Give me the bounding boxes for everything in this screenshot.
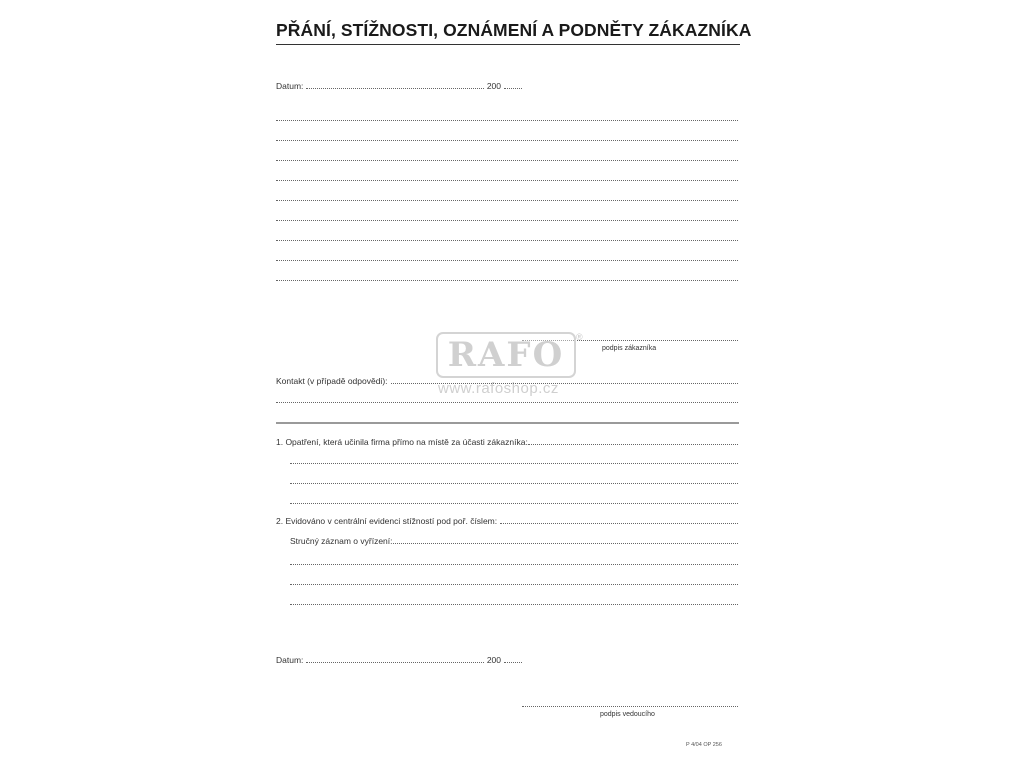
contact-row — [276, 376, 738, 386]
year-prefix: 200 — [486, 81, 501, 91]
record-label: Stručný záznam o vyřízení: — [290, 536, 393, 546]
customer-signature-label: podpis zákazníka — [602, 345, 657, 352]
record-line[interactable] — [290, 584, 738, 585]
date-row-bottom — [276, 655, 522, 665]
year-suffix-field-bottom[interactable] — [504, 662, 522, 663]
text-line[interactable] — [276, 200, 738, 201]
text-line[interactable] — [276, 160, 738, 161]
text-line[interactable] — [276, 220, 738, 221]
text-line[interactable] — [276, 140, 738, 141]
rafo-watermark — [436, 332, 596, 402]
date-label-bottom: Datum: — [276, 655, 304, 665]
date-field[interactable] — [306, 88, 483, 89]
item2-field[interactable] — [500, 523, 738, 524]
item1-line[interactable] — [290, 503, 738, 504]
record-row — [290, 536, 738, 546]
manager-signature-field[interactable] — [522, 706, 738, 707]
form-title: PŘÁNÍ, STÍŽNOSTI, OZNÁMENÍ A PODNĚTY ZÁKAZNÍKA — [276, 20, 752, 40]
contact-field[interactable] — [391, 383, 738, 384]
item1-field[interactable] — [528, 444, 738, 445]
year-prefix-bottom: 200 — [486, 655, 501, 665]
watermark-url: www.rafoshop.cz — [438, 380, 559, 397]
item1-row — [276, 437, 738, 447]
text-line[interactable] — [276, 240, 738, 241]
title-underline — [276, 44, 740, 45]
text-line[interactable] — [276, 260, 738, 261]
year-suffix-field[interactable] — [504, 88, 522, 89]
manager-signature-label: podpis vedoucího — [600, 711, 655, 718]
record-field[interactable] — [393, 543, 738, 544]
registered-mark: ® — [576, 332, 583, 342]
item1-label: 1. Opatření, která učinila firma přímo na místě za účasti zákazníka: — [276, 437, 528, 447]
date-label: Datum: — [276, 81, 304, 91]
item1-line[interactable] — [290, 463, 738, 464]
contact-label: Kontakt (v případě odpovědi): — [276, 376, 388, 386]
form-code: P 4/04 OP 256 — [686, 742, 722, 748]
rafo-logo: RAFO — [436, 332, 576, 378]
item1-line[interactable] — [290, 483, 738, 484]
text-line[interactable] — [276, 280, 738, 281]
date-field-bottom[interactable] — [306, 662, 483, 663]
record-line[interactable] — [290, 604, 738, 605]
text-line[interactable] — [276, 180, 738, 181]
item2-label: 2. Evidováno v centrální evidenci stížností pod poř. číslem: — [276, 516, 498, 526]
record-line[interactable] — [290, 564, 738, 565]
text-line[interactable] — [276, 120, 738, 121]
contact-field-line2[interactable] — [276, 402, 738, 403]
item2-row — [276, 516, 738, 526]
date-row-top — [276, 81, 522, 91]
section-divider — [276, 422, 739, 424]
